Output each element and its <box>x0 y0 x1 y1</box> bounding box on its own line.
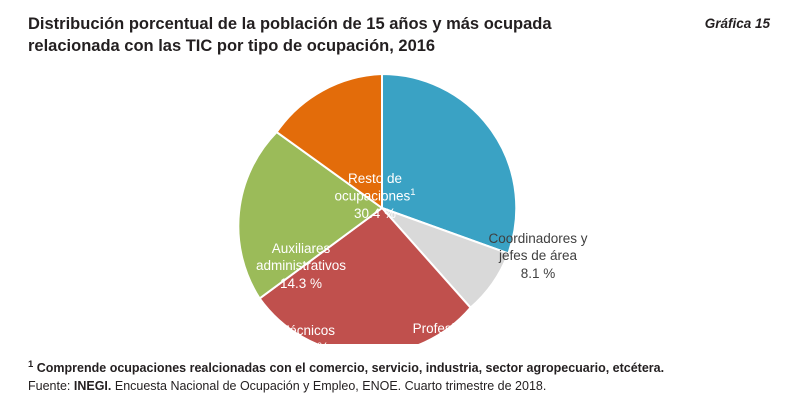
pie-label-name: Auxiliares <box>271 241 331 256</box>
pie-label-value: 17.3 % <box>286 340 330 356</box>
pie-svg <box>232 72 532 344</box>
pie-label-name-2: jefes de área <box>498 248 578 264</box>
pie-label-value: 30.4 % <box>353 206 397 222</box>
source-org: INEGI. <box>73 379 112 394</box>
pie-label-name-2-text: ocupaciones <box>334 188 411 204</box>
pie-label-name: Técnicos <box>280 323 336 338</box>
figure-number-label: Gráfica 15 <box>704 16 770 31</box>
pie-label-name: Profesionistas <box>412 321 498 336</box>
pie-label-name-2: administrativos <box>255 258 347 274</box>
pie-label-value: 8.1 % <box>520 265 556 281</box>
pie-chart <box>0 72 792 356</box>
source-prefix: Fuente: <box>28 379 74 394</box>
page-title: Distribución porcentual de la población de 15 años y más ocupada relacionada con las TIC por tipo de ocupación, 2016 <box>28 15 552 55</box>
pie-label-value: 29.8 % <box>433 338 477 354</box>
footnotes <box>28 358 768 395</box>
footnote-marker: 1 <box>28 359 34 370</box>
footnote-source <box>28 377 768 395</box>
pie-label-superscript: 1 <box>410 187 416 199</box>
pie-label-value: 14.3 % <box>279 275 323 291</box>
pie-label-name: Resto de <box>347 171 403 186</box>
pie-graphic <box>232 72 532 344</box>
footnote-text: Comprende ocupaciones realcionadas con el comercio, servicio, industria, sector agropecuario, etcétera. <box>33 361 665 376</box>
source-rest: Encuesta Nacional de Ocupación y Empleo, ENOE. Cuarto trimestre de 2018. <box>111 379 547 394</box>
footnote-note <box>28 358 768 377</box>
pie-label-name: Coordinadores y <box>488 231 588 246</box>
